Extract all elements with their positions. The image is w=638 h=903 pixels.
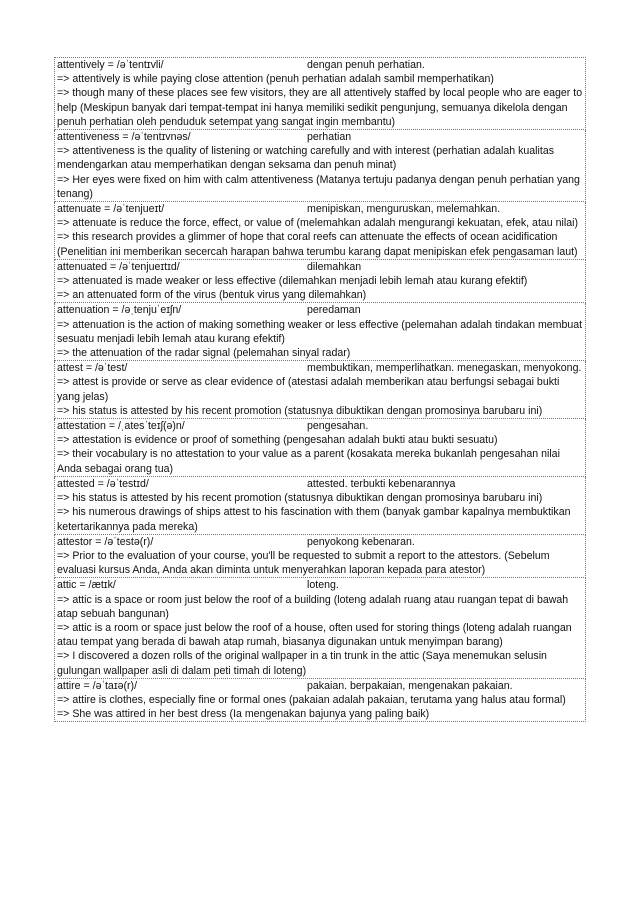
definition-line: => attentiveness is the quality of listening or watching carefully and with interest (perhatian adalah kualitas mendengarkan atau memperhatikan dengan seksama dan penuh minat) — [57, 145, 555, 172]
meaning: loteng. — [307, 579, 339, 592]
entry-head — [57, 58, 583, 72]
headword-pronunciation: attire = /əˈtaɪə(r)/ — [57, 679, 138, 692]
headword-pronunciation: attentively = /əˈtentɪvli/ — [57, 59, 164, 71]
entry-head — [57, 130, 583, 144]
headword-pronunciation: attestation = /ˌatesˈteɪʃ(ə)n/ — [57, 420, 185, 433]
headword-pronunciation: attic = /ætɪk/ — [57, 579, 116, 592]
example-line: => Her eyes were fixed on him with calm attentiveness (Matanya tertuju padanya dengan penuh perhatian yang tenang) — [57, 173, 580, 200]
definition-line: => attire is clothes, especially fine or formal ones (pakaian adalah pakaian, terutama yang halus atau formal) — [57, 693, 566, 706]
entry-head — [57, 303, 583, 317]
entry-attested — [54, 477, 586, 535]
example-line: => his status is attested by his recent promotion (statusnya dibuktikan dengan promosinya barubaru ini) — [57, 404, 543, 417]
meaning: dengan penuh perhatian. — [307, 59, 425, 71]
definition-line: => attenuation is the action of making something weaker or less effective (pelemahan adalah tindakan membuat sesuatu menjadi lebih lemah atau kurang efektif) — [57, 318, 583, 345]
entry-attenuate — [54, 202, 586, 260]
meaning: penyokong kebenaran. — [307, 535, 415, 548]
entry-attest — [54, 361, 586, 419]
entry-head — [57, 361, 583, 375]
entry-head — [57, 260, 583, 274]
entry-head — [57, 535, 583, 549]
meaning: menipiskan, menguruskan, melemahkan. — [307, 203, 501, 216]
meaning: attested. terbukti kebenarannya — [307, 477, 456, 490]
entry-attentiveness — [54, 130, 586, 202]
example-line: => this research provides a glimmer of hope that coral reefs can attenuate the effects of ocean acidification (Penelitian ini memberikan secercah harapan bahwa terumbu karang dapat menipiskan efek pengasaman laut) — [57, 231, 578, 258]
meaning: membuktikan, memperlihatkan. menegaskan, menyokong. — [307, 362, 582, 375]
vocabulary-list — [54, 57, 586, 722]
definition-line: => attest is provide or serve as clear evidence of (atestasi adalah memberikan atau berfungsi sebagai bukti yang jelas) — [57, 376, 560, 403]
entry-attenuated — [54, 260, 586, 304]
definition-line: => attestation is evidence or proof of something (pengesahan adalah bukti atau bukti sesuatu) — [57, 434, 498, 447]
entry-head — [57, 477, 583, 491]
meaning: perhatian — [307, 131, 352, 144]
meaning: dilemahkan — [307, 260, 362, 273]
example-line: => an attenuated form of the virus (bentuk virus yang dilemahkan) — [57, 289, 367, 302]
example-line: => though many of these places see few visitors, they are all attentively staffed by local people who are eager to help (Meskipun banyak dari tempat-tempat ini hanya memiliki sedikit pengunjung, semuanya dikelola dengan penuh perhatian oleh penduduk setempat yang sangat ingin membantu) — [57, 87, 583, 128]
entry-head — [57, 419, 583, 433]
example-line: => the attenuation of the radar signal (pelemahan sinyal radar) — [57, 347, 351, 360]
entry-attenuation — [54, 303, 586, 361]
definition-line: => attentively is while paying close attention (penuh perhatian adalah sambil memperhatikan) — [57, 73, 494, 86]
definition-line: => attenuated is made weaker or less effective (dilemahkan menjadi lebih lemah atau kurang efektif) — [57, 275, 528, 288]
example-line: => their vocabulary is no attestation to your value as a parent (kosakata mereka bukanlah pengesahan nilai Anda sebagai orang tua) — [57, 448, 560, 475]
example-line: => I discovered a dozen rolls of the original wallpaper in a tin trunk in the attic (Saya menemukan selusin gulungan wallpaper asli di dalam peti timah di loteng) — [57, 650, 547, 677]
headword-pronunciation: attestor = /əˈtestə(r)/ — [57, 535, 154, 548]
entry-attestation — [54, 419, 586, 477]
entry-head — [57, 202, 583, 216]
headword-pronunciation: attenuated = /əˈtenjueɪtɪd/ — [57, 260, 180, 273]
entry-attire — [54, 679, 586, 723]
example-line: => Prior to the evaluation of your course, you'll be requested to submit a report to the attestors. (Sebelum evaluasi kursus Anda, Anda akan diminta untuk menyerahkan laporan kepada para atestor) — [57, 549, 550, 577]
entry-head — [57, 578, 583, 592]
example-line: => his numerous drawings of ships attest to his fascination with them (banyak gambar kapalnya membuktikan ketertarikannya pada mereka) — [57, 506, 571, 533]
definition-line: => his status is attested by his recent promotion (statusnya dibuktikan dengan promosinya barubaru ini) — [57, 492, 543, 505]
definition-line: => attic is a space or room just below the roof of a building (loteng adalah ruang atau ruangan tepat di bawah atap sebuah bangunan) — [57, 593, 569, 620]
headword-pronunciation: attenuation = /əˌtenjuˈeɪʃn/ — [57, 304, 182, 317]
meaning: peredaman — [307, 304, 361, 317]
definition-line: => attenuate is reduce the force, effect, or value of (melemahkan adalah mengurangi kekuatan, efek, atau nilai) — [57, 217, 578, 230]
entry-attestor — [54, 535, 586, 579]
definition-line: => attic is a room or space just below the roof of a house, often used for storing things (loteng adalah ruangan atau tempat yang berada di bawah atap rumah, biasanya digunakan untuk menyimpan barang) — [57, 621, 572, 649]
example-line: => She was attired in her best dress (Ia mengenakan bajunya yang paling baik) — [57, 708, 430, 721]
headword-pronunciation: attenuate = /əˈtenjueɪt/ — [57, 203, 165, 216]
entry-attentively — [54, 57, 586, 130]
meaning: pakaian. berpakaian, mengenakan pakaian. — [307, 679, 513, 692]
headword-pronunciation: attentiveness = /əˈtentɪvnəs/ — [57, 131, 191, 144]
headword-pronunciation: attested = /əˈtestɪd/ — [57, 477, 149, 490]
headword-pronunciation: attest = /əˈtest/ — [57, 362, 128, 375]
meaning: pengesahan. — [307, 420, 369, 433]
entry-head — [57, 679, 583, 693]
entry-attic — [54, 578, 586, 678]
